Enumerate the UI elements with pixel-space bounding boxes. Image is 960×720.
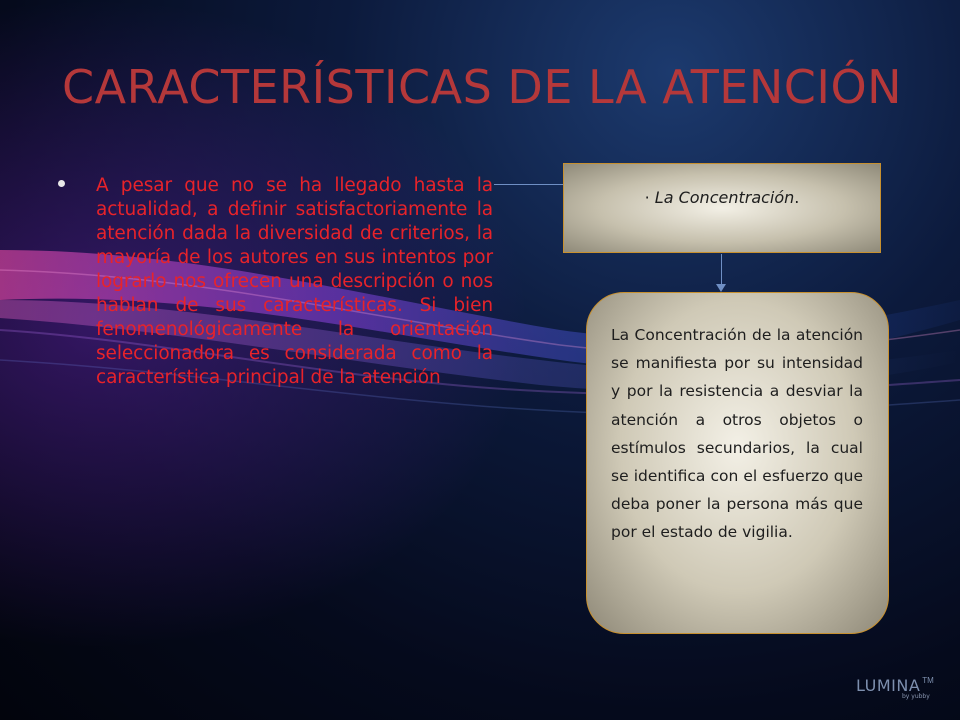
slide-title: CARACTERÍSTICAS DE LA ATENCIÓN xyxy=(62,60,903,114)
logo-text: LUMINA xyxy=(856,676,921,695)
description-text: La Concentración de la atención se manifiesta por su intensidad y por la resistencia a desviar la atención a otros objetos o estímulos secundarios, la cual se identifica con el esfuerzo que deba poner la persona más que por el estado de vigilia. xyxy=(611,326,863,542)
bullet-dot-icon xyxy=(58,180,65,187)
lumina-logo xyxy=(856,676,934,700)
bullet-item xyxy=(58,174,493,390)
logo-byline: by yubby xyxy=(902,693,930,700)
concept-label xyxy=(564,188,880,207)
bullet-text: A pesar que no se ha llegado hasta la actualidad, a definir satisfactoriamente la atención dada la diversidad de criterios, la mayoría de los autores en sus intentos por lograrlo nos ofrecen una descripción o nos hablan de sus características. Si bien fenomenológicamente la orientación seleccionadora es considerada como la característica principal de la atención xyxy=(96,175,493,388)
concept-box xyxy=(563,163,881,253)
logo-trademark: TM xyxy=(922,676,934,685)
arrow-down-icon xyxy=(716,284,726,292)
concept-prefix: · xyxy=(644,188,655,207)
concept-suffix: . xyxy=(794,188,800,207)
concept-name: La Concentración xyxy=(654,188,795,207)
connector-down-line xyxy=(721,254,722,288)
connector-arrow-line xyxy=(494,184,574,185)
description-box xyxy=(586,292,889,634)
